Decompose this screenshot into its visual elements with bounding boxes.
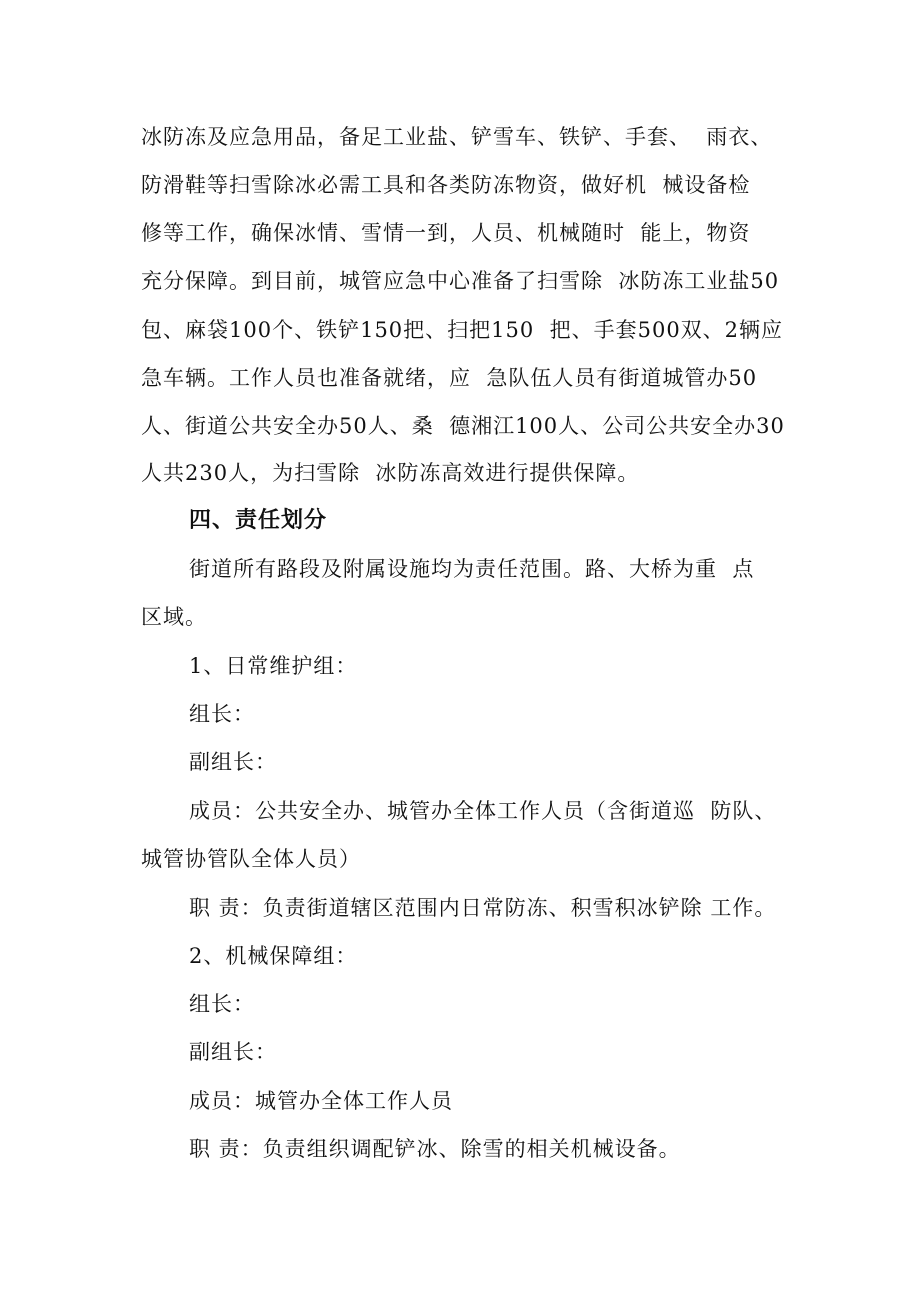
paragraph-line: 人共230人，为扫雪除 冰防冻高效进行提供保障。: [141, 461, 640, 485]
paragraph-line: 急车辆。工作人员也准备就绪，应 急队伍人员有街道城管办50: [141, 366, 758, 390]
paragraph-line: 冰防冻及应急用品，备足工业盐、铲雪车、铁铲、手套、 雨衣、: [141, 125, 773, 149]
group-members: 城管协管队全体人员）: [141, 847, 361, 871]
paragraph-line: 防滑鞋等扫雪除冰必需工具和各类防冻物资，做好机 械设备检: [141, 173, 751, 197]
paragraph-line: 修等工作，确保冰情、雪情一到，人员、机械随时 能上，物资: [141, 221, 751, 245]
group-deputy: 副组长：: [189, 750, 277, 774]
group-title: 2、机械保障组：: [189, 944, 358, 968]
section-heading: 四、责任划分: [189, 508, 328, 533]
paragraph-line: 人、街道公共安全办50人、桑 德湘江100人、公司公共安全办30: [141, 414, 785, 438]
group-duty: 职 责：负责街道辖区范围内日常防冻、积雪积冰铲除 工作。: [189, 896, 777, 920]
paragraph-line: 包、麻袋100个、铁铲150把、扫把150 把、手套500双、2辆应: [141, 318, 784, 342]
group-deputy: 副组长：: [189, 1040, 277, 1064]
group-leader: 组长：: [189, 702, 255, 726]
group-leader: 组长：: [189, 992, 255, 1016]
paragraph-line: 街道所有路段及附属设施均为责任范围。路、大桥为重 点: [189, 557, 755, 581]
group-members: 成员：城管办全体工作人员: [189, 1089, 453, 1113]
group-duty: 职 责：负责组织调配铲冰、除雪的相关机械设备。: [189, 1137, 681, 1161]
paragraph-line: 充分保障。到目前，城管应急中心准备了扫雪除 冰防冻工业盐50: [141, 269, 780, 293]
paragraph-line: 区域。: [141, 605, 207, 629]
group-title: 1、日常维护组：: [189, 654, 358, 678]
group-members: 成员：公共安全办、城管办全体工作人员（含街道巡 防队、: [189, 799, 777, 823]
